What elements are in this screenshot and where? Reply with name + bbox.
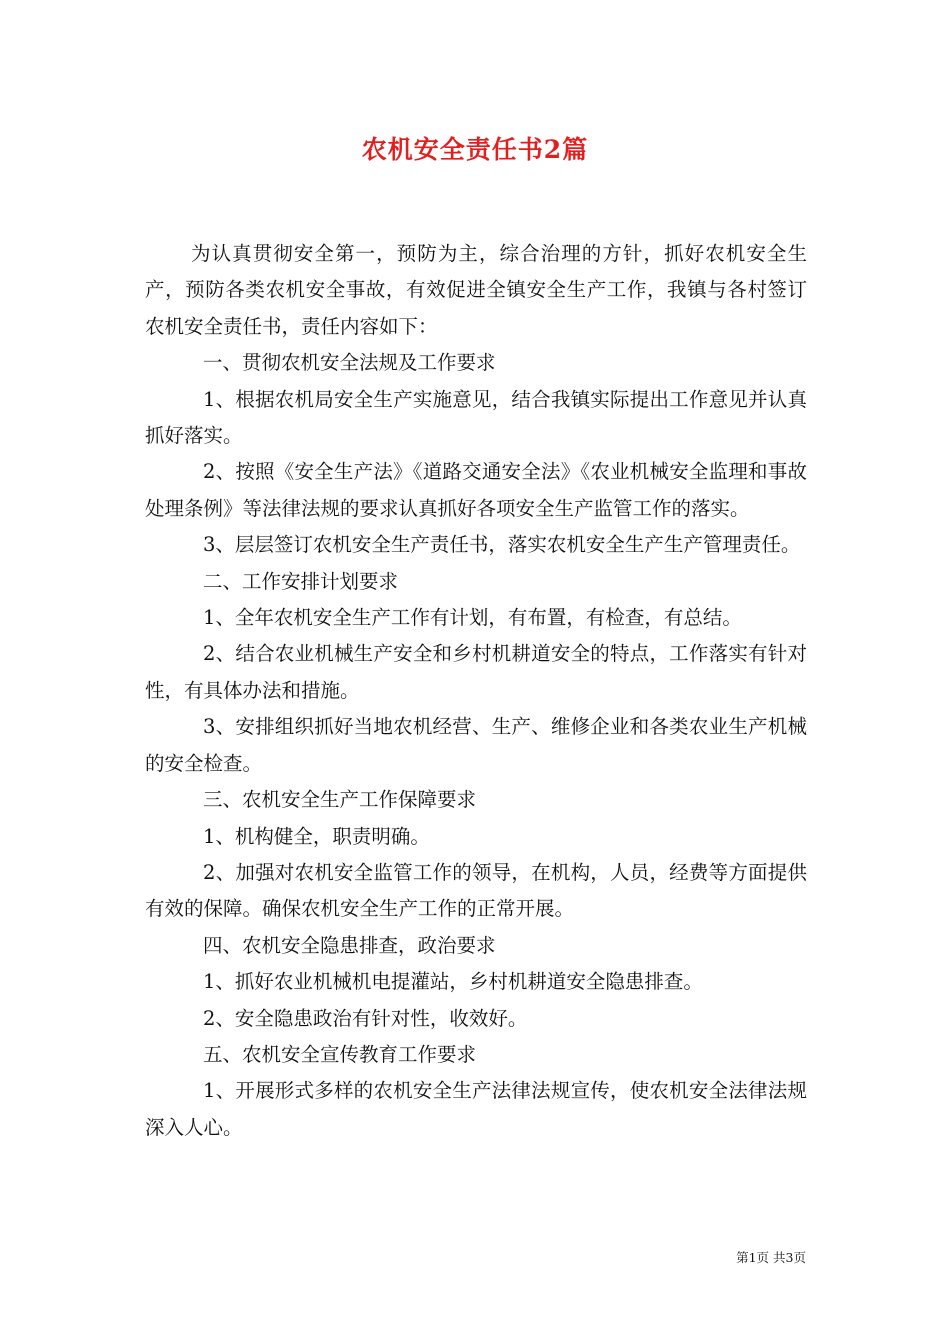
section-1-item-1: 1、根据农机局安全生产实施意见，结合我镇实际提出工作意见并认真抓好落实。 bbox=[145, 387, 807, 448]
section-4-item-2: 2、安全隐患政治有针对性，收效好。 bbox=[203, 1006, 528, 1030]
section-heading-5: 五、农机安全宣传教育工作要求 bbox=[203, 1042, 477, 1066]
section-2-item-3: 3、安排组织抓好当地农机经营、生产、维修企业和各类农业生产机械的安全检查。 bbox=[145, 715, 807, 775]
section-heading-4: 四、农机安全隐患排查，政治要求 bbox=[203, 933, 496, 957]
section-4-item-1: 1、抓好农业机械机电提灌站，乡村机耕道安全隐患排查。 bbox=[203, 970, 703, 994]
document-title: 农机安全责任书2篇 bbox=[361, 135, 589, 164]
section-heading-1: 一、贯彻农机安全法规及工作要求 bbox=[203, 351, 496, 375]
section-2-item-1: 1、全年农机安全生产工作有计划，有布置，有检查，有总结。 bbox=[203, 606, 742, 630]
document-body bbox=[145, 236, 807, 1146]
intro-paragraph: 为认真贯彻安全第一，预防为主，综合治理的方针，抓好农机安全生产，预防各类农机安全事故，有效促进全镇安全生产工作，我镇与各村签订农机安全责任书，责任内容如下： bbox=[145, 242, 807, 338]
section-1-item-2: 2、按照《安全生产法》《道路交通安全法》《农业机械安全监理和事故处理条例》等法律法规的要求认真抓好各项安全生产监管工作的落实。 bbox=[145, 460, 807, 520]
section-2-item-2: 2、结合农业机械生产安全和乡村机耕道安全的特点，工作落实有针对性，有具体办法和措施。 bbox=[145, 642, 807, 702]
section-3-item-2: 2、加强对农机安全监管工作的领导，在机构，人员，经费等方面提供有效的保障。确保农机安全生产工作的正常开展。 bbox=[145, 860, 807, 921]
section-3-item-1: 1、机构健全，职责明确。 bbox=[203, 824, 430, 848]
section-5-item-1: 1、开展形式多样的农机安全生产法律法规宣传，使农机安全法律法规深入人心。 bbox=[145, 1079, 807, 1139]
page-number-footer: 第1页 共3页 bbox=[736, 1250, 806, 1265]
section-heading-2: 二、工作安排计划要求 bbox=[203, 569, 399, 593]
section-heading-3: 三、农机安全生产工作保障要求 bbox=[203, 788, 477, 812]
section-1-item-3: 3、层层签订农机安全生产责任书，落实农机安全生产生产管理责任。 bbox=[203, 533, 801, 557]
